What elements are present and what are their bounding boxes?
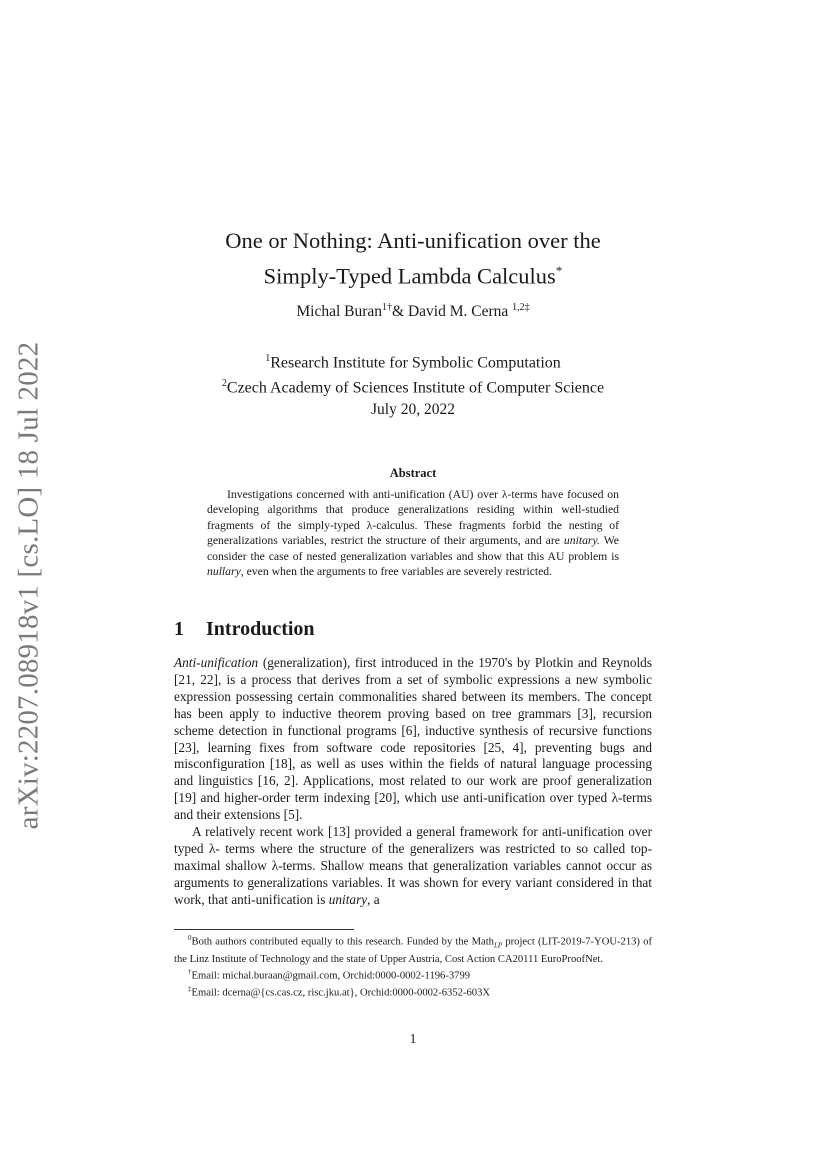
introduction-body (174, 655, 652, 909)
abstract-part-1: Investigations concerned with anti-unification (AU) over λ-terms have focused on developing algorithms that produce generalizations residing within well-studied fragments of the simply-typed λ-calculus. These fragments forbid the nesting of generalizations variables, restrict the structure of their arguments, and are (207, 488, 619, 548)
paragraph-1 (174, 655, 652, 824)
footnote-0-mark: 0 (188, 934, 192, 942)
arxiv-identifier-text: arXiv:2207.08918v1 [cs.LO] 18 Jul 2022 (12, 341, 45, 829)
footnote-divider (174, 929, 354, 930)
footnote-0 (174, 932, 652, 966)
affiliation-1-text: Research Institute for Symbolic Computation (270, 354, 561, 372)
footnote-0-subscript: LP (493, 941, 503, 950)
footnote-double-dagger-text: Email: dcerna@{cs.cas.cz, risc.jku.at}, Orchid:0000-0002-6352-603X (191, 987, 491, 999)
page-number: 1 (409, 1031, 417, 1046)
author-1-mark: 1† (382, 302, 393, 313)
abstract-body (207, 487, 619, 579)
paper-date: July 20, 2022 (371, 401, 455, 418)
paper-page (174, 0, 652, 1169)
section-title: Introduction (206, 618, 315, 640)
affiliation-1 (174, 348, 652, 373)
section-heading (174, 618, 315, 641)
footnotes (174, 932, 652, 1000)
title-footnote-mark: * (555, 263, 563, 278)
affiliation-2-mark: 2 (221, 378, 227, 390)
paragraph-2-text: A relatively recent work [13] provided a general framework for anti-unification over typed λ- terms where the structure of the generalizers was restricted to so called top-maximal shallow λ-terms. Shallow means that generalization variables cannot occur as arguments to generalizations variables. It was shown for every variant considered in that work, that anti-unification is (174, 824, 652, 907)
footnote-dagger-text: Email: michal.buraan@gmail.com, Orchid:0000-0002-1196-3799 (191, 970, 471, 982)
paragraph-2-tail: , a (367, 891, 380, 907)
affiliation-2-text: Czech Academy of Sciences Institute of Computer Science (226, 379, 605, 397)
footnote-double-dagger-mark: ‡ (188, 985, 192, 994)
paper-title (174, 226, 652, 292)
affiliation-2 (174, 373, 652, 398)
author-1-name: Michal Buran (296, 303, 383, 321)
footnote-0-text: Both authors contributed equally to this research. Funded by the Math (191, 936, 494, 948)
title-line-2-text: Simply-Typed Lambda Calculus (263, 263, 556, 289)
paragraph-2 (174, 824, 652, 909)
footnote-dagger (174, 966, 652, 983)
abstract-part-2: We consider the case of nested generalization variables and show that this AU problem is (207, 534, 619, 563)
paragraph-2-emphasis: unitary (328, 891, 368, 907)
author-list (174, 302, 652, 321)
arxiv-identifier (0, 341, 60, 829)
author-2-name: David M. Cerna (407, 303, 509, 321)
author-2-mark: 1,2‡ (512, 302, 530, 313)
title-line-1: One or Nothing: Anti-unification over the (225, 228, 601, 253)
footnote-double-dagger (174, 983, 652, 1000)
affiliation-1-mark: 1 (265, 353, 271, 364)
abstract-part-3: , even when the arguments to free variables are severely restricted. (240, 565, 553, 579)
author-separator: & (392, 303, 408, 321)
footnote-0-text-2: project (LIT-2019-7-YOU-213) of the Linz Institute of Technology and the state of Upper Austria, Cost Action CA20111 EuroProofNet. (174, 936, 652, 966)
abstract-emphasis-1: unitary. (563, 534, 600, 548)
footnote-dagger-mark: † (188, 968, 192, 977)
abstract-emphasis-2: nullary (207, 565, 241, 579)
paragraph-1-text: (generalization), first introduced in the 1970's by Plotkin and Reynolds [21, 22], is a process that derives from a set of symbolic expressions a new symbolic expression possessing certain commonalities shared between its members. The concept has been apply to inductive theorem proving based on tree grammars [3], recursion scheme detection in functional programs [6], inductive synthesis of recursive functions [23], learning fixes from software code repositories [25, 4], preventing bugs and misconfiguration [18], as well as uses within the fields of natural language processing and linguistics [16, 2]. Applications, most related to our work are proof generalization [19] and higher-order term indexing [20], which use anti-unification over typed λ-terms and their extensions [5]. (174, 655, 652, 823)
affiliations (174, 348, 652, 399)
paragraph-1-emphasis: Anti-unification (174, 655, 259, 670)
title-line-2 (174, 256, 652, 292)
abstract-heading: Abstract (389, 466, 437, 480)
section-number: 1 (174, 618, 184, 640)
